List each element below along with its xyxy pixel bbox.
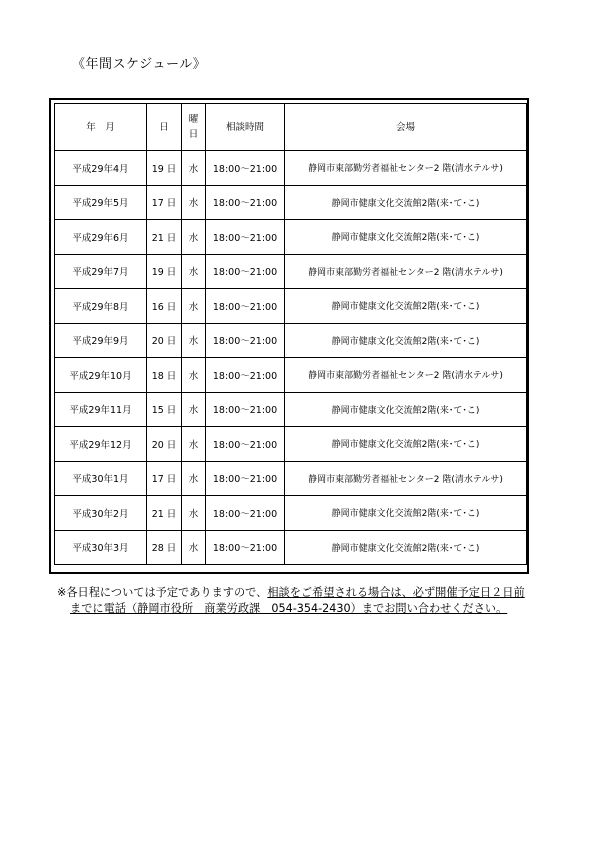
cell-weekday: 水: [182, 427, 206, 462]
cell-venue: 静岡市健康文化交流館2階(来･て･こ): [285, 185, 527, 220]
cell-day: 21 日: [147, 220, 182, 255]
header-weekday-line2: 日: [188, 129, 199, 140]
table-row: [55, 254, 527, 289]
cell-venue: 静岡市健康文化交流館2階(来･て･こ): [285, 323, 527, 358]
cell-venue: 静岡市健康文化交流館2階(来･て･こ): [285, 220, 527, 255]
cell-venue: 静岡市健康文化交流館2階(来･て･こ): [285, 496, 527, 531]
table-body: [55, 151, 527, 565]
header-venue: 会場: [285, 104, 527, 151]
cell-time: 18:00～21:00: [206, 323, 285, 358]
header-time: 相談時間: [206, 104, 285, 151]
cell-weekday: 水: [182, 392, 206, 427]
cell-venue: 静岡市健康文化交流館2階(来･て･こ): [285, 530, 527, 565]
cell-time: 18:00～21:00: [206, 358, 285, 393]
cell-month: 平成29年6月: [55, 220, 147, 255]
table-row: [55, 530, 527, 565]
table-row: [55, 461, 527, 496]
cell-time: 18:00～21:00: [206, 220, 285, 255]
cell-day: 18 日: [147, 358, 182, 393]
cell-month: 平成29年9月: [55, 323, 147, 358]
cell-venue: 静岡市健康文化交流館2階(来･て･こ): [285, 427, 527, 462]
table-row: [55, 289, 527, 324]
table-row: [55, 220, 527, 255]
cell-month: 平成30年3月: [55, 530, 147, 565]
cell-month: 平成29年10月: [55, 358, 147, 393]
cell-time: 18:00～21:00: [206, 151, 285, 186]
footnote-text-underlined-1: 相談をご希望される場合は、必ず開催予定日２日前: [267, 586, 525, 599]
cell-time: 18:00～21:00: [206, 289, 285, 324]
schedule-table-frame: [49, 98, 529, 574]
cell-venue: 静岡市健康文化交流館2階(来･て･こ): [285, 392, 527, 427]
header-weekday: [182, 104, 206, 151]
schedule-table: [54, 103, 527, 565]
cell-day: 17 日: [147, 461, 182, 496]
cell-month: 平成29年11月: [55, 392, 147, 427]
page-heading: 《年間スケジュール》: [72, 57, 207, 72]
cell-day: 28 日: [147, 530, 182, 565]
cell-month: 平成30年2月: [55, 496, 147, 531]
cell-weekday: 水: [182, 530, 206, 565]
cell-venue: 静岡市東部勤労者福祉センター2 階(清水テルサ): [285, 254, 527, 289]
cell-weekday: 水: [182, 254, 206, 289]
cell-weekday: 水: [182, 323, 206, 358]
cell-time: 18:00～21:00: [206, 530, 285, 565]
cell-weekday: 水: [182, 289, 206, 324]
cell-venue: 静岡市東部勤労者福祉センター2 階(清水テルサ): [285, 151, 527, 186]
footnote-line-1: [57, 585, 577, 601]
cell-day: 20 日: [147, 427, 182, 462]
cell-month: 平成29年12月: [55, 427, 147, 462]
footnote-text-plain: ※各日程については予定でありますので、: [57, 586, 268, 599]
cell-month: 平成29年8月: [55, 289, 147, 324]
cell-day: 19 日: [147, 254, 182, 289]
cell-weekday: 水: [182, 461, 206, 496]
cell-month: 平成30年1月: [55, 461, 147, 496]
cell-day: 20 日: [147, 323, 182, 358]
footnote: [57, 585, 577, 617]
footnote-text-underlined-2: までに電話（静岡市役所 商業労政課 054-354-2430）までお問い合わせください。: [70, 602, 508, 615]
cell-day: 16 日: [147, 289, 182, 324]
cell-weekday: 水: [182, 358, 206, 393]
cell-venue: 静岡市東部勤労者福祉センター2 階(清水テルサ): [285, 358, 527, 393]
cell-time: 18:00～21:00: [206, 185, 285, 220]
cell-venue: 静岡市東部勤労者福祉センター2 階(清水テルサ): [285, 461, 527, 496]
cell-day: 21 日: [147, 496, 182, 531]
header-day: 日: [147, 104, 182, 151]
table-row: [55, 151, 527, 186]
cell-time: 18:00～21:00: [206, 496, 285, 531]
cell-day: 15 日: [147, 392, 182, 427]
table-row: [55, 496, 527, 531]
table-row: [55, 392, 527, 427]
cell-time: 18:00～21:00: [206, 392, 285, 427]
footnote-line-2: [57, 601, 577, 617]
table-row: [55, 358, 527, 393]
cell-time: 18:00～21:00: [206, 254, 285, 289]
table-header-row: [55, 104, 527, 151]
cell-month: 平成29年5月: [55, 185, 147, 220]
cell-month: 平成29年7月: [55, 254, 147, 289]
cell-day: 19 日: [147, 151, 182, 186]
table-row: [55, 427, 527, 462]
cell-weekday: 水: [182, 185, 206, 220]
table-row: [55, 323, 527, 358]
cell-time: 18:00～21:00: [206, 427, 285, 462]
cell-venue: 静岡市健康文化交流館2階(来･て･こ): [285, 289, 527, 324]
cell-time: 18:00～21:00: [206, 461, 285, 496]
cell-weekday: 水: [182, 220, 206, 255]
cell-day: 17 日: [147, 185, 182, 220]
table-row: [55, 185, 527, 220]
cell-weekday: 水: [182, 151, 206, 186]
cell-weekday: 水: [182, 496, 206, 531]
header-weekday-line1: 曜: [188, 114, 199, 125]
header-month: 年 月: [55, 104, 147, 151]
cell-month: 平成29年4月: [55, 151, 147, 186]
